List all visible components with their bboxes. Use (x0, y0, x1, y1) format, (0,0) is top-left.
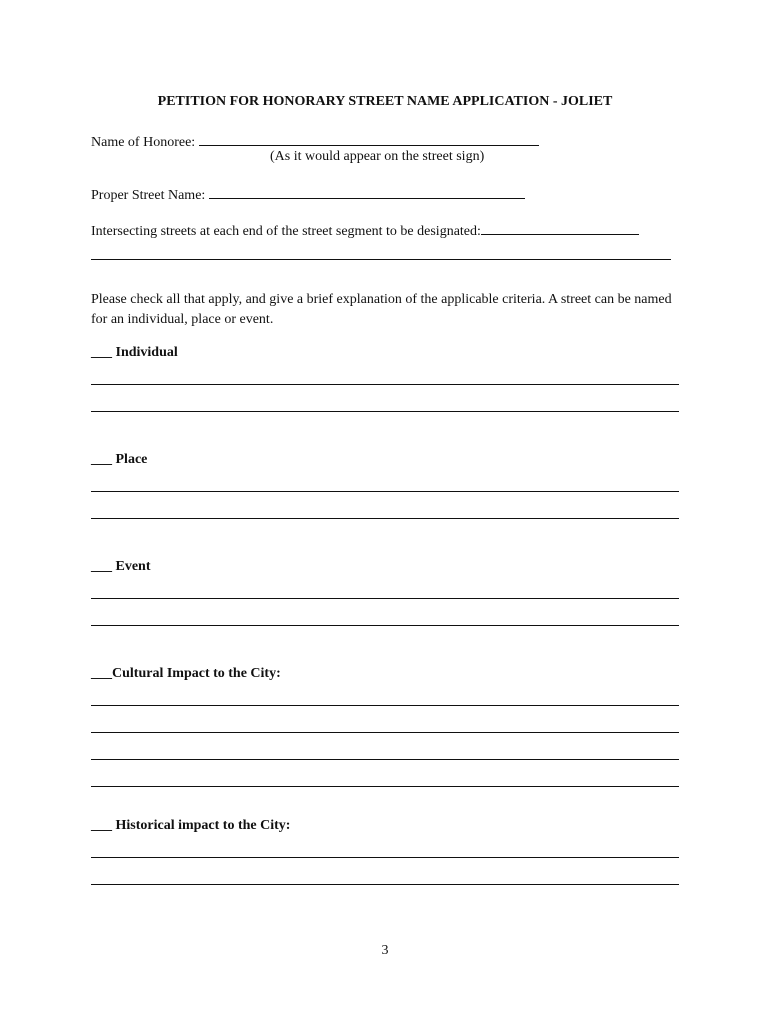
cultural-line-1[interactable] (91, 705, 679, 706)
historical-criterion (91, 818, 290, 834)
individual-checkbox[interactable]: ___ (91, 345, 112, 360)
street-name-input[interactable] (209, 184, 525, 199)
page-number: 3 (381, 943, 389, 958)
cultural-label: Cultural Impact to the City: (112, 666, 281, 681)
cultural-line-4[interactable] (91, 786, 679, 787)
intersecting-label: Intersecting streets at each end of the street segment to be designated: (91, 224, 481, 239)
individual-label: Individual (115, 345, 178, 360)
place-label: Place (115, 452, 148, 467)
place-line-1[interactable] (91, 491, 679, 492)
honoree-input[interactable] (199, 131, 539, 146)
historical-line-1[interactable] (91, 857, 679, 858)
event-checkbox[interactable]: ___ (91, 559, 112, 574)
event-line-2[interactable] (91, 625, 679, 626)
street-name-row (91, 184, 525, 204)
place-checkbox[interactable]: ___ (91, 452, 112, 467)
intersecting-line-2[interactable] (91, 259, 671, 260)
honoree-row (91, 131, 539, 151)
cultural-line-3[interactable] (91, 759, 679, 760)
historical-label: Historical impact to the City: (115, 818, 291, 833)
historical-checkbox[interactable]: ___ (91, 818, 112, 833)
historical-line-2[interactable] (91, 884, 679, 885)
event-line-1[interactable] (91, 598, 679, 599)
intersecting-row (91, 220, 639, 240)
event-label: Event (115, 559, 151, 574)
cultural-criterion (91, 666, 281, 682)
event-criterion (91, 559, 151, 575)
place-line-2[interactable] (91, 518, 679, 519)
place-criterion (91, 452, 147, 468)
cultural-line-2[interactable] (91, 732, 679, 733)
intersecting-input[interactable] (481, 220, 639, 235)
individual-criterion (91, 345, 178, 361)
form-title: PETITION FOR HONORARY STREET NAME APPLICATION - JOLIET (157, 94, 613, 109)
individual-line-1[interactable] (91, 384, 679, 385)
street-name-label: Proper Street Name: (91, 188, 206, 203)
cultural-checkbox[interactable]: ___ (91, 666, 112, 681)
honoree-note: (As it would appear on the street sign) (270, 149, 485, 164)
instructions-text: Please check all that apply, and give a brief explanation of the applicable criteria. A street can be named for an individual, place or event. (91, 292, 672, 327)
honoree-label: Name of Honoree: (91, 135, 196, 150)
individual-line-2[interactable] (91, 411, 679, 412)
